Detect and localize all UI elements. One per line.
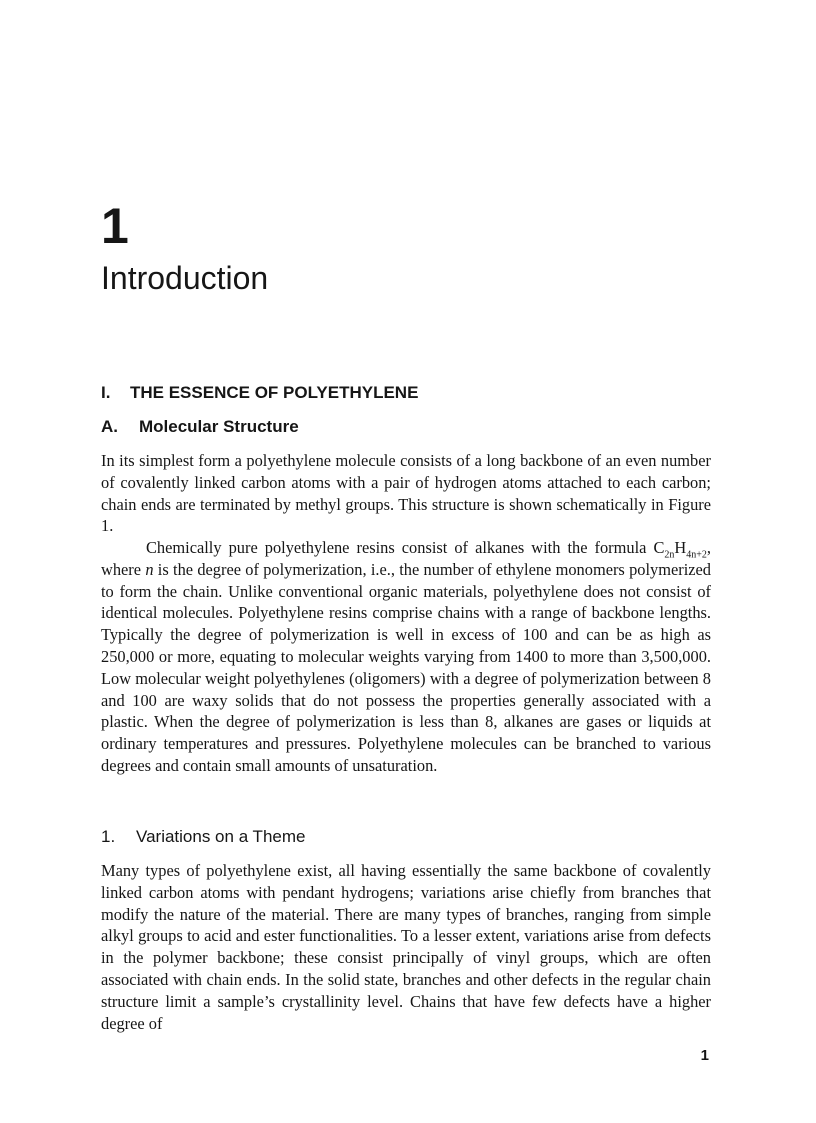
formula-carbon-subscript: 2n [664, 549, 675, 561]
subsection-heading [101, 416, 299, 438]
formula [653, 538, 707, 561]
subsection-number: A. [101, 417, 118, 436]
body-paragraph-3: Many types of polyethylene exist, all having essentially the same backbone of covalently linked carbon atoms with pendant hydrogens; variations arise chiefly from branches that modify the nature of the material. There are many types of branches, ranging from simple alkyl groups to acid and ester functionalities. To a lesser extent, variations arise from defects in the polymer backbone; these consist principally of vinyl groups, which are often associated with chain ends. In the solid state, branches and other defects in the regular chain structure limit a sample’s crystallinity level. Chains that have few defects have a higher degree of [101, 861, 711, 1033]
paragraph-2-body: is the degree of polymerization, i.e., the number of ethylene monomers polymerized to form the chain. Unlike conventional organic materials, polyethylene does not consist of identical molecules. Polyethylene resins comprise chains with a range of backbone lengths. Typically the degree of polymerization is well in excess of 100 and can be as high as 250,000 or more, equating to molecular weights varying from 1400 to more than 3,500,000. Low molecular weight polyethylenes (oligomers) with a degree of polymerization between 8 and 100 are waxy solids that do not possess the properties generally associated with a plastic. When the degree of polymerization is less than 8, alkanes are gases or liquids at ordinary temperatures and pressures. Polyethylene molecules can be branched to various degrees and contain small amounts of unsaturation. [101, 559, 712, 775]
section-number: I. [101, 383, 111, 402]
section-heading [101, 382, 418, 404]
variable-n: n [145, 559, 154, 579]
formula-carbon: C [653, 538, 665, 557]
body-paragraph-2 [101, 537, 711, 777]
body-paragraph-1: In its simplest form a polyethylene molecule consists of a long backbone of an even number of covalently linked carbon atoms with a pair of hydrogen atoms attached to each carbon; chain ends are terminated by methyl groups. This structure is shown schematically in Figure 1. [101, 451, 711, 536]
formula-hydrogen: H [674, 538, 687, 557]
chapter-title: Introduction [101, 260, 269, 296]
page-number: 1 [700, 1047, 709, 1064]
subsubsection-heading [101, 826, 305, 848]
chapter-number: 1 [101, 198, 129, 254]
subsection-title: Molecular Structure [139, 417, 299, 436]
subsubsection-number: 1. [101, 827, 116, 846]
subsubsection-title: Variations on a Theme [136, 827, 306, 846]
paragraph-2-intro: Chemically pure polyethylene resins consist of alkanes with the formula [146, 538, 654, 557]
section-title: THE ESSENCE OF POLYETHYLENE [130, 383, 419, 402]
paragraph-2-where: , where [101, 538, 711, 579]
formula-hydrogen-subscript: 4n+2 [686, 549, 707, 561]
